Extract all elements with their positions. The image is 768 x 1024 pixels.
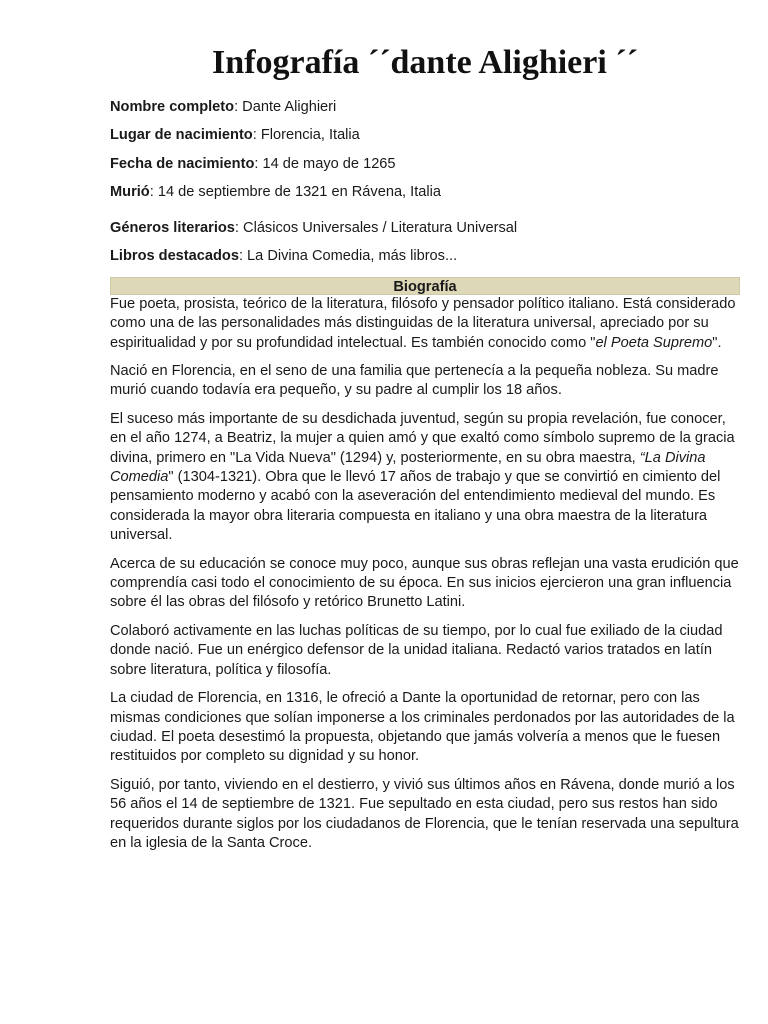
fact-value: : Dante Alighieri <box>234 99 337 115</box>
bio-text: ". <box>712 334 722 351</box>
bio-paragraph: La ciudad de Florencia, en 1316, le ofreció a Dante la oportunidad de retornar, pero con las mismas condiciones que solían imponerse a los criminales perdonados por las autoridades de la ciudad. El poeta desestimó la propuesta, objetando que jamás volvería a menos que le fuesen restituidos por completo su dignidad y su honor. <box>110 690 735 765</box>
fact-genres <box>110 218 740 246</box>
fact-birth-date <box>110 154 740 182</box>
facts-list <box>110 97 740 275</box>
bio-paragraph: Siguió, por tanto, viviendo en el destierro, y vivió sus últimos años en Rávena, donde murió a los 56 años el 14 de septiembre de 1321. Fue sepultado en esta ciudad, pero sus restos han sido requeridos durante siglos por los ciudadanos de Florencia, que le tenían reservada una sepultura en la iglesia de la Santa Croce. <box>110 776 739 851</box>
bio-paragraph: Acerca de su educación se conoce muy poco, aunque sus obras reflejan una vasta erudición que comprendía casi todo el conocimiento de su época. En sus inicios ejercieron una gran influencia sobre él las obras del filósofo y retórico Brunetto Latini. <box>110 555 739 611</box>
fact-full-name <box>110 97 740 125</box>
bio-text: El suceso más importante de su desdichada juventud, según su propia revelación, fue conocer, en el año 1274, a Beatriz, la mujer a quien amó y que exaltó como símbolo supremo de la gracia divina, primero en "La Vida Nueva" (1294) y, posteriormente, en su obra maestra, <box>110 410 735 466</box>
fact-value: : Florencia, Italia <box>252 127 360 144</box>
biography-text <box>110 295 740 854</box>
fact-death <box>110 182 740 210</box>
fact-value: : 14 de mayo de 1265 <box>254 155 396 172</box>
fact-label: Lugar de nacimiento <box>110 127 253 144</box>
fact-birthplace <box>110 125 740 153</box>
bio-paragraph <box>110 295 740 353</box>
fact-value: : 14 de septiembre de 1321 en Rávena, Italia <box>149 183 441 200</box>
bio-paragraph: Colaboró activamente en las luchas políticas de su tiempo, por lo cual fue exiliado de la ciudad donde nació. Fue un enérgico defensor de la unidad italiana. Redactó varios tratados en latín sobre literatura, política y filosofía. <box>110 622 723 678</box>
fact-label: Géneros literarios <box>110 220 235 237</box>
facts-spacer <box>110 210 740 218</box>
fact-label: Fecha de nacimiento <box>110 155 255 172</box>
fact-notable-books <box>110 246 740 274</box>
fact-value: : La Divina Comedia, más libros... <box>238 248 458 265</box>
bio-emphasis: “La Divina Comedia <box>110 449 706 486</box>
document-page <box>110 0 740 862</box>
fact-label: Murió <box>110 183 150 200</box>
document-title: Infografía ´´dante Alighieri ´´ <box>212 44 638 81</box>
fact-label: Nombre completo <box>110 99 235 115</box>
bio-text: " (1304-1321). Obra que le llevó 17 años de trabajo y que se convirtió en cimiento del pensamiento moderno y acabó con la aseveración del entendimiento medieval del mundo. Es considerada la mayor obra literaria compuesta en italiano y una obra maestra de la literatura universal. <box>110 469 721 544</box>
bio-paragraph <box>110 410 740 546</box>
bio-text: Fue poeta, prosista, teórico de la literatura, filósofo y pensador político italiano. Está considerado como una de las personalidades más distinguidas de la literatura universal, apreciado por su espiritualidad y por su profundidad intelectual. Es también conocido como " <box>110 295 736 351</box>
fact-label: Libros destacados <box>110 248 239 265</box>
bio-emphasis: el Poeta Supremo <box>595 334 713 351</box>
bio-paragraph: Nació en Florencia, en el seno de una familia que pertenecía a la pequeña nobleza. Su madre murió cuando todavía era pequeño, y su padre al cumplir los 18 años. <box>110 363 719 399</box>
fact-value: : Clásicos Universales / Literatura Universal <box>234 220 518 237</box>
biography-section-header: Biografía <box>110 277 740 295</box>
